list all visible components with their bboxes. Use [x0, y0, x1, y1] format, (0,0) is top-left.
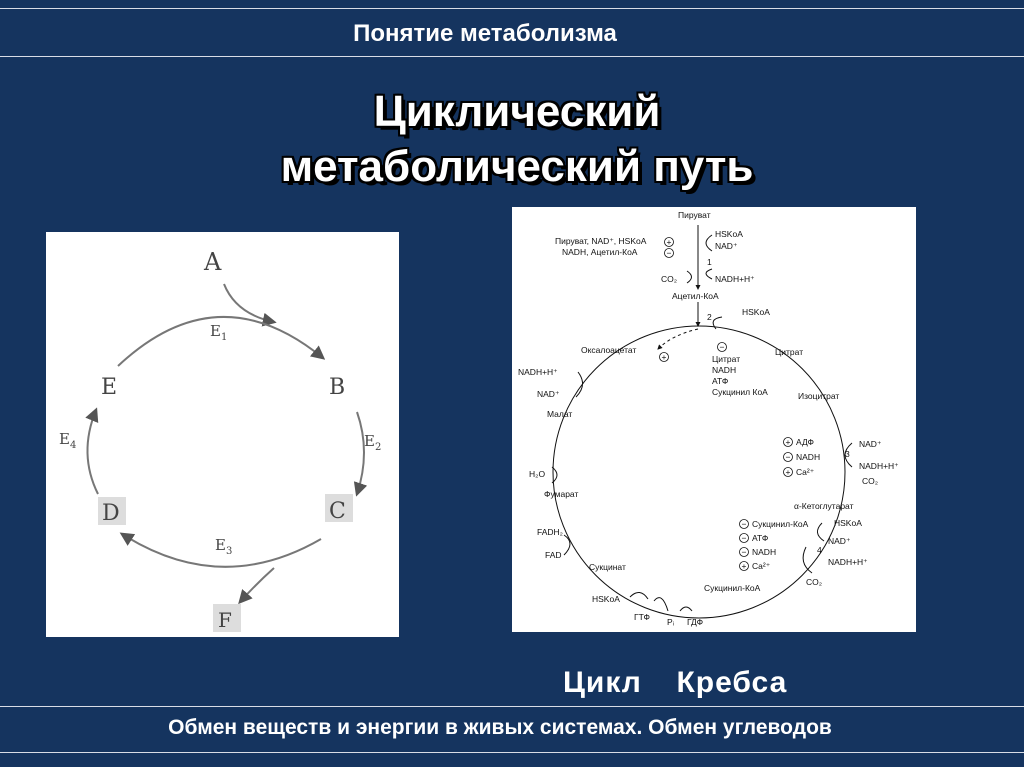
- slide-header: Понятие метаболизма: [353, 20, 617, 47]
- krebs-inh-nadh: NADH: [712, 365, 737, 375]
- krebs-nadh-4: NADH+H⁺: [828, 557, 868, 567]
- krebs-co2-1: CO₂: [661, 274, 678, 284]
- krebs-reg4-atf: АТФ: [752, 533, 769, 543]
- node-a: A: [204, 248, 222, 276]
- node-c: C: [329, 499, 346, 524]
- krebs-cycle-panel: [512, 207, 916, 632]
- krebs-isocitrate: Изоцитрат: [798, 391, 840, 401]
- enzyme-e2: $E_2$: [364, 432, 382, 453]
- header-divider: [0, 56, 1024, 57]
- reg-minus-2: −: [719, 342, 725, 352]
- slide-footer: Обмен веществ и энергии в живых системах. Обмен углеводов: [168, 716, 832, 739]
- krebs-nadh-1: NADH+H⁺: [715, 274, 755, 284]
- reg-plus-4: +: [785, 467, 791, 477]
- krebs-left-reg-2: NADH, Ацетил-КоА: [562, 247, 638, 257]
- krebs-hskoa-2: HSKoA: [742, 307, 770, 317]
- krebs-nad-1: NAD⁺: [715, 241, 738, 251]
- krebs-step-1: 1: [707, 257, 712, 267]
- krebs-nadh-left: NADH+H⁺: [518, 367, 558, 377]
- krebs-succinate: Сукцинат: [589, 562, 626, 572]
- slide-title-line2: метаболический путь: [280, 142, 754, 191]
- krebs-inh-atf: АТФ: [712, 376, 729, 386]
- krebs-reg3-nadh: NADH: [796, 452, 821, 462]
- reg-minus-5: −: [741, 533, 747, 543]
- reg-plus-3: +: [785, 437, 791, 447]
- node-f: F: [218, 608, 232, 632]
- krebs-ketoglutarate: α-Кетоглутарат: [794, 501, 854, 511]
- dashed-feedback: [658, 329, 698, 349]
- krebs-hskoa-1: HSKoA: [715, 229, 743, 239]
- krebs-h2o: H₂O: [529, 469, 546, 479]
- node-b: B: [329, 375, 346, 400]
- krebs-nadh-3: NADH+H⁺: [859, 461, 899, 471]
- krebs-nad-3: NAD⁺: [859, 439, 882, 449]
- arc-d-to-e: [87, 410, 98, 494]
- krebs-step-2: 2: [707, 312, 712, 322]
- krebs-gdf: ГДФ: [687, 617, 704, 627]
- krebs-gtf: ГТФ: [634, 612, 650, 622]
- krebs-step-3: 3: [845, 449, 850, 459]
- krebs-piruvat: Пируват: [678, 210, 711, 220]
- node-d: D: [102, 501, 120, 526]
- krebs-acetyl: Ацетил-КоА: [672, 291, 719, 301]
- krebs-reg3-ca: Ca²⁺: [796, 467, 815, 477]
- krebs-nad-left: NAD⁺: [537, 389, 560, 399]
- krebs-reg3-adf: АДФ: [796, 437, 814, 447]
- reg-minus-3: −: [785, 452, 791, 462]
- simple-cycle-diagram: [46, 232, 399, 637]
- krebs-oxaloacetate: Оксалоацетат: [581, 345, 637, 355]
- krebs-left-reg-1: Пируват, NAD⁺, HSKoA: [555, 236, 647, 246]
- slide-title-line1: Циклический: [373, 87, 661, 136]
- reg-minus-6: −: [741, 547, 747, 557]
- enzyme-e1: $E_1$: [210, 322, 228, 343]
- reg-plus-2: +: [661, 352, 667, 362]
- krebs-reg4-ca: Ca²⁺: [752, 561, 771, 571]
- top-divider: [0, 8, 1024, 9]
- footer-divider-bottom: [0, 752, 1024, 753]
- krebs-pi: Pᵢ: [667, 617, 675, 627]
- reg-minus-4: −: [741, 519, 747, 529]
- krebs-caption: Цикл Кребса: [563, 666, 788, 699]
- arrow-to-f: [240, 568, 274, 602]
- krebs-hskoa-5: HSKoA: [592, 594, 620, 604]
- krebs-malate: Малат: [547, 409, 573, 419]
- krebs-reg4-nadh: NADH: [752, 547, 777, 557]
- reg-plus-1: +: [666, 237, 672, 247]
- reg-minus-1: −: [666, 248, 672, 258]
- krebs-cycle-diagram: [512, 207, 916, 632]
- krebs-succinyl: Сукцинил-КоА: [704, 583, 761, 593]
- krebs-inh-citrate: Цитрат: [712, 354, 741, 364]
- arc-b-to-c: [357, 412, 364, 494]
- simple-cycle-panel: [46, 232, 399, 637]
- krebs-hskoa-4: HSKoA: [834, 518, 862, 528]
- krebs-fad: FAD: [545, 550, 562, 560]
- node-e: E: [101, 375, 118, 400]
- krebs-fumarate: Фумарат: [544, 489, 579, 499]
- krebs-reg4-succ: Сукцинил-КоА: [752, 519, 809, 529]
- krebs-citrate: Цитрат: [775, 347, 804, 357]
- krebs-inh-succ: Сукцинил КоА: [712, 387, 768, 397]
- krebs-co2-4: CO₂: [806, 577, 823, 587]
- krebs-nad-4: NAD⁺: [828, 536, 851, 546]
- enzyme-e4: $E_4$: [59, 430, 77, 451]
- krebs-step-4: 4: [817, 545, 822, 555]
- krebs-fadh2: FADH₂: [537, 527, 563, 537]
- enzyme-e3: $E_3$: [215, 536, 233, 557]
- krebs-co2-3: CO₂: [862, 476, 879, 486]
- footer-divider-top: [0, 706, 1024, 707]
- reg-plus-5: +: [741, 561, 747, 571]
